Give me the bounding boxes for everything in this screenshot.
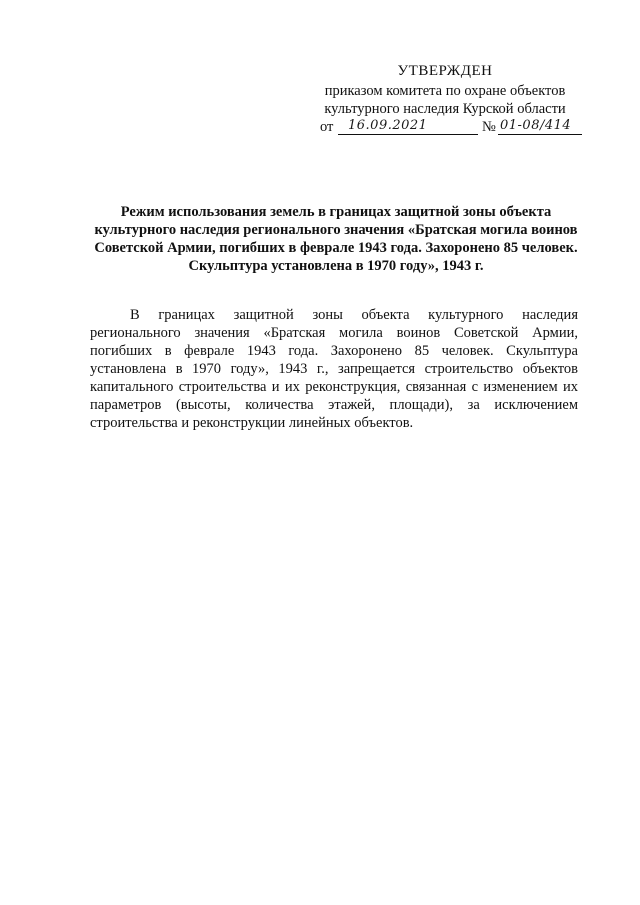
number-prefix: № [482,119,496,135]
date-field [338,118,478,135]
approval-order-line: приказом комитета по охране объектов [324,83,566,99]
approval-committee-line: культурного наследия Курской области [324,101,566,117]
number-field [498,118,582,135]
document-title: Режим использования земель в границах защитной зоны объекта культурного наследия регионального значения «Братская могила воинов Советской Армии, погибших в феврале 1943 года. Захоронено 85 человек. Скульптура установлена в 1970 году», 1943 г. [94,204,578,274]
document-body-paragraph: В границах защитной зоны объекта культурного наследия регионального значения «Братская могила воинов Советской Армии, погибших в феврале 1943 года. Захоронено 85 человек. Скульптура установлена в 1970 году», 1943 г., запрещается строительство объектов капитального строительства и их реконструкция, связанная с изменением их параметров (высоты, количества этажей, площади), за исключением строительства и реконструкции линейных объектов. [90,307,578,431]
approval-date-number-line [300,118,590,140]
approval-block [300,62,590,140]
handwritten-date: 16.09.2021 [348,118,428,133]
approval-title: УТВЕРЖДЕН [397,63,493,79]
date-prefix: от [320,119,334,135]
handwritten-number: 01-08/414 [500,118,572,133]
